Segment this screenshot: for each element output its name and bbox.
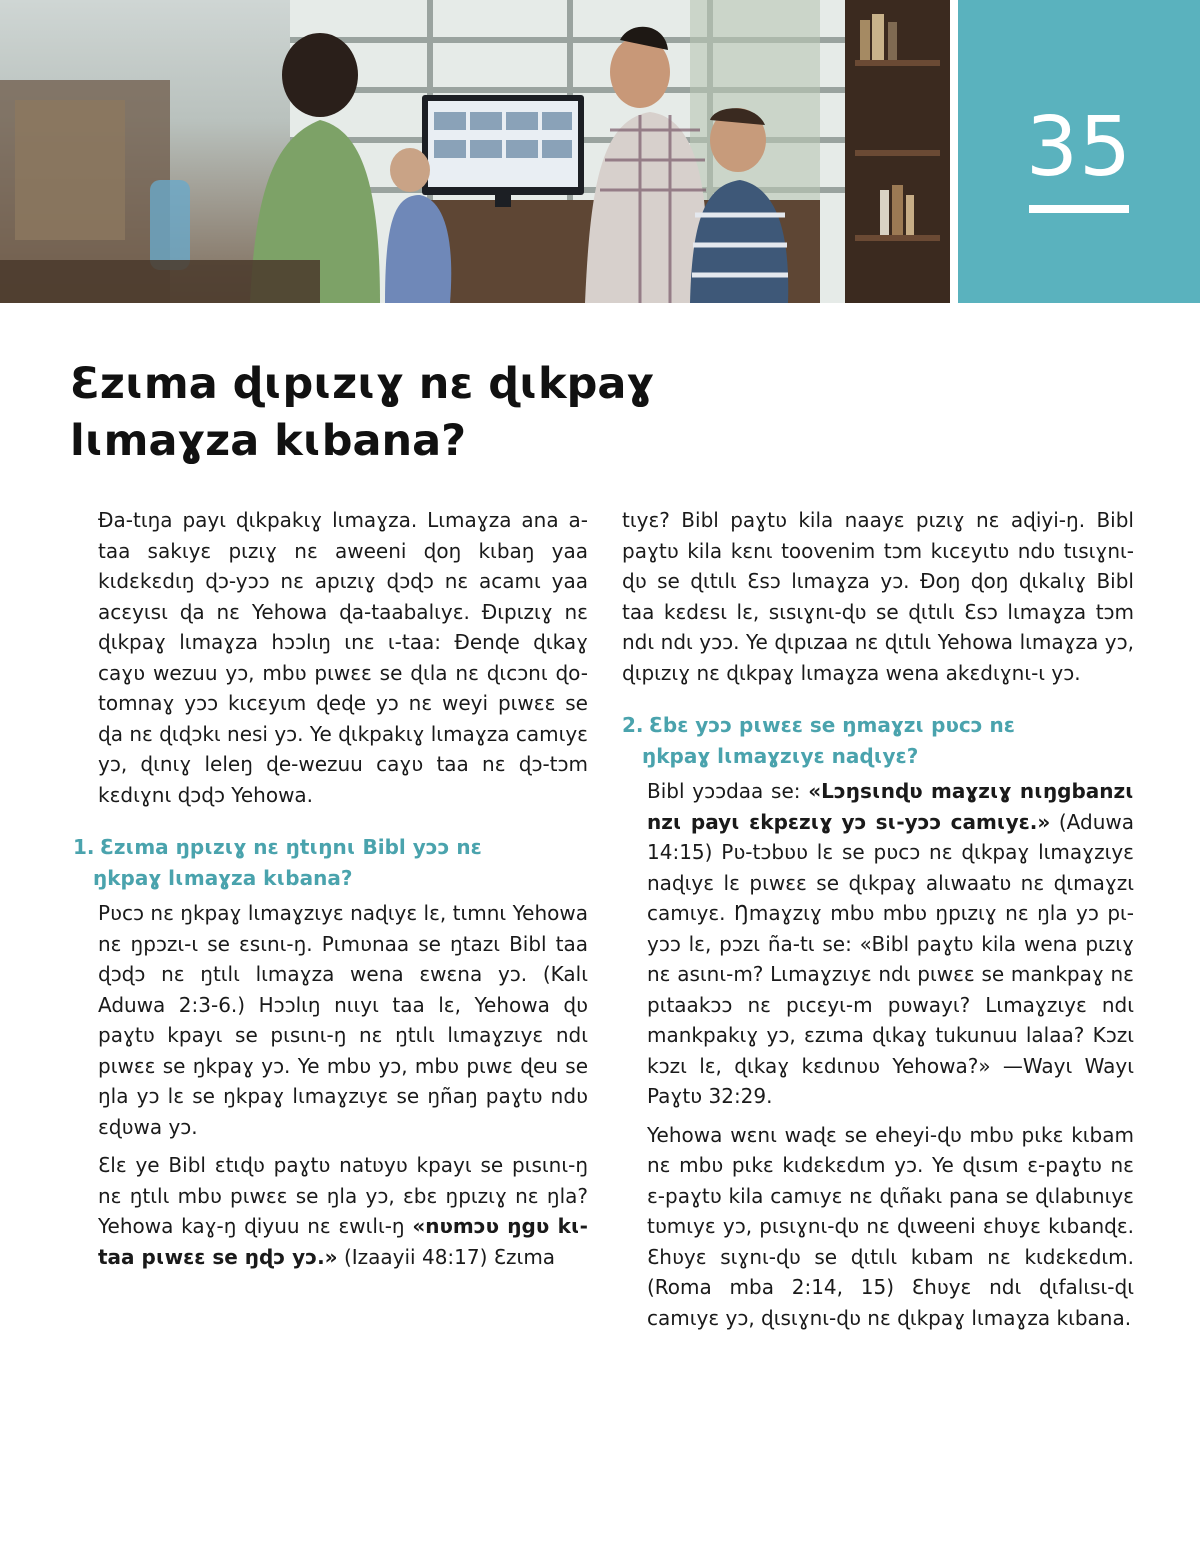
page-title [70,356,890,470]
left-column [73,505,588,1280]
family-at-computer-illustration [0,0,950,303]
right-column [622,505,1134,1341]
title-line-1: Ɛzɩma ɖɩpɩzɩɣ nɛ ɖɩkpaɣ [70,359,655,409]
lesson-number: 35 [1025,100,1133,195]
lesson-number-underline [1029,205,1129,213]
question-2-line-1: Ɛbɛ yɔɔ pɩwɛɛ se ŋmaɣzɩ pʋcɔ nɛ [648,713,1015,737]
question-1-line-1: Ɛzɩma ŋpɩzɩɣ nɛ ŋtɩŋnɩ Bibl yɔɔ nɛ [99,835,482,859]
paragraph-3 [622,776,1134,1112]
hero-photo [0,0,950,303]
paragraph-2-text-a: Ɛlɛ ye Bibl ɛtɩɖʋ paɣtʋ natʋyʋ kpayɩ se pɩsɩnɩ-ŋ nɛ ŋtɩlɩ mbʋ pɩwɛɛ se ŋla yɔ, ɛbɛ ŋpɩzɩɣ nɛ ŋla? Yehowa kaɣ-ŋ ɖiyuu nɛ ɛwɩlɩ-ŋ [98,1153,588,1238]
question-1-number: 1. [73,835,95,859]
title-line-2: lɩmaɣza kɩbana? [70,416,467,466]
paragraph-1: Pʋcɔ nɛ ŋkpaɣ lɩmaɣzɩyɛ naɖɩyɛ lɛ, tɩmnɩ Yehowa nɛ ŋpɔzɩ-ɩ se ɛsɩnɩ-ŋ. Pɩmʋnaa se ŋtazɩ Bibl taa ɖɔɖɔ nɛ ŋtɩlɩ lɩmaɣza wena ɛwɛna yɔ. (Kalɩ Aduwa 2:3-6.) Hɔɔlɩŋ nɩɩyɩ taa lɛ, Yehowa ɖʋ paɣtʋ kpayɩ se pɩsɩnɩ-ŋ nɛ ŋtɩlɩ lɩmaɣzɩyɛ ndɩ pɩwɛɛ se ŋkpaɣ yɔ. Ye mbʋ yɔ, mbʋ pɩwɛ ɖeu se ŋla yɔ lɛ se ŋkpaɣ lɩmaɣzɩyɛ se ŋñaŋ paɣtʋ ndʋ ɛɖʋwa yɔ. [98,901,588,1139]
paragraph-3-text-b: (Aduwa 14:15) Pʋ-tɔbʋʋ lɛ se pʋcɔ nɛ ɖɩkpaɣ lɩmaɣzɩyɛ naɖɩyɛ lɛ pɩwɛɛ se ɖɩkpaɣ alɩwaatʋ nɛ ɖɩmaɣzɩ camɩyɛ. Ŋmaɣzɩɣ mbʋ mbʋ ŋpɩzɩɣ nɛ ŋla yɔ pɩ-yɔɔ lɛ, pɔzɩ ña-tɩ se: «Bibl paɣtʋ kila wena pɩzɩɣ nɛ asɩnɩ-m? Lɩmaɣzɩyɛ ndɩ pɩwɛɛ se mankpaɣ nɛ pɩtaakɔɔ nɛ pɩcɛyɩ-m pʋwayɩ? Lɩmaɣzɩyɛ ndɩ mankpakɩɣ yɔ, ɛzɩma ɖɩkaɣ tukunuu lalaa? Kɔzɩ kɔzɩ lɛ, ɖɩkaɣ kɛdɩnʋʋ Yehowa?» —Wayɩ Wayɩ Paɣtʋ 32:29. [647,809,1134,1108]
paragraph-2-quote: «nʋmɔʋ ŋgʋ kɩ-taa pɩwɛɛ se ŋɖɔ yɔ.» [98,1214,588,1269]
question-2-line-2: ŋkpaɣ lɩmaɣzɩyɛ naɖɩyɛ? [642,744,919,768]
question-2-number: 2. [622,713,644,737]
question-1-line-2: ŋkpaɣ lɩmaɣza kɩbana? [93,866,353,890]
lesson-number-box [958,0,1200,303]
question-1 [73,832,588,894]
paragraph-3-quote: «Lɔŋsɩnɖʋ maɣzɩɣ nɩŋgbanzɩ nzɩ payɩ ɛkpɛzɩɣ yɔ sɩ-yɔɔ camɩyɛ.» [647,779,1134,834]
intro-paragraph: Ɖa-tɩŋa payɩ ɖɩkpakɩɣ lɩmaɣza. Lɩmaɣza ana a-taa sakɩyɛ pɩzɩɣ nɛ aweeni ɖoŋ kɩbaŋ yaa kɩdɛkɛdɩŋ ɖɔ-yɔɔ nɛ apɩzɩɣ ɖɔɖɔ nɛ acamɩ yaa acɛyɩsɩ ɖa nɛ Yehowa ɖa-taabalɩyɛ. Ɖɩpɩzɩɣ nɛ ɖɩkpaɣ lɩmaɣza hɔɔlɩŋ ɩnɛ ɩ-taa: Ɖenɖe ɖɩkaɣ caɣʋ wezuu yɔ, mbʋ pɩwɛɛ se ɖɩla nɛ ɖɩcɔnɩ ɖo-tomnaɣ yɔɔ kɩcɛyɩm ɖeɖe yɔ nɛ weyi pɩwɛɛ se ɖa nɛ ɖɩɖɔkɩ nesi yɔ. Ye ɖɩkpakɩɣ lɩmaɣza camɩyɛ yɔ, ɖɩnɩɣ leleŋ ɖe-wezuu caɣʋ taa nɛ ɖɔ-tɔm kɛdɩɣnɩ ɖɔɖɔ Yehowa. [98,508,588,807]
paragraph-3-text-a: Bibl yɔɔdaa se: [647,779,809,803]
paragraph-4: Yehowa wɛnɩ waɖɛ se eheyi-ɖʋ mbʋ pɩkɛ kɩbam nɛ mbʋ pɩkɛ kɩdɛkɛdɩm yɔ. Ye ɖɩsɩm ɛ-paɣtʋ nɛ ɛ-paɣtʋ kila camɩyɛ nɛ ɖɩñakɩ pana se ɖɩlabɩnɩyɛ tʋmɩyɛ yɔ, pɩsɩɣnɩ-ɖʋ nɛ ɖɩweeni ɛhʋyɛ kɩbanɖɛ. Ɛhʋyɛ sɩɣnɩ-ɖʋ se ɖɩtɩlɩ kɩbam nɛ kɩdɛkɛdɩm. (Roma mba 2:14, 15) Ɛhʋyɛ ndɩ ɖɩfalɩsɩ-ɖɩ camɩyɛ yɔ, ɖɩsɩɣnɩ-ɖʋ nɛ ɖɩkpaɣ lɩmaɣza kɩbana. [647,1122,1134,1330]
question-2 [622,710,1134,772]
paragraph-2-continued: tɩyɛ? Bibl paɣtʋ kila naayɛ pɩzɩɣ nɛ aɖiyi-ŋ. Bibl paɣtʋ kila kɛnɩ toovenim tɔm kɩcɛyɩtʋ ndʋ tɩsɩɣnɩ-ɖʋ se ɖɩtɩlɩ Ɛsɔ lɩmaɣza yɔ. Ɖoŋ ɖoŋ ɖɩkalɩɣ Bibl taa kɛdɛsɩ lɛ, sɩsɩɣnɩ-ɖʋ se ɖɩtɩlɩ Ɛsɔ lɩmaɣza tɔm ndɩ ndɩ yɔɔ. Ye ɖɩpɩzaa nɛ ɖɩtɩlɩ Yehowa lɩmaɣza yɔ, ɖɩpɩzɩɣ nɛ ɖɩkpaɣ lɩmaɣza wena akɛdɩɣnɩ-ɩ yɔ. [622,508,1134,685]
paragraph-2-text-b: (Izaayii 48:17) Ɛzɩma [337,1244,556,1269]
paragraph-2 [73,1150,588,1272]
